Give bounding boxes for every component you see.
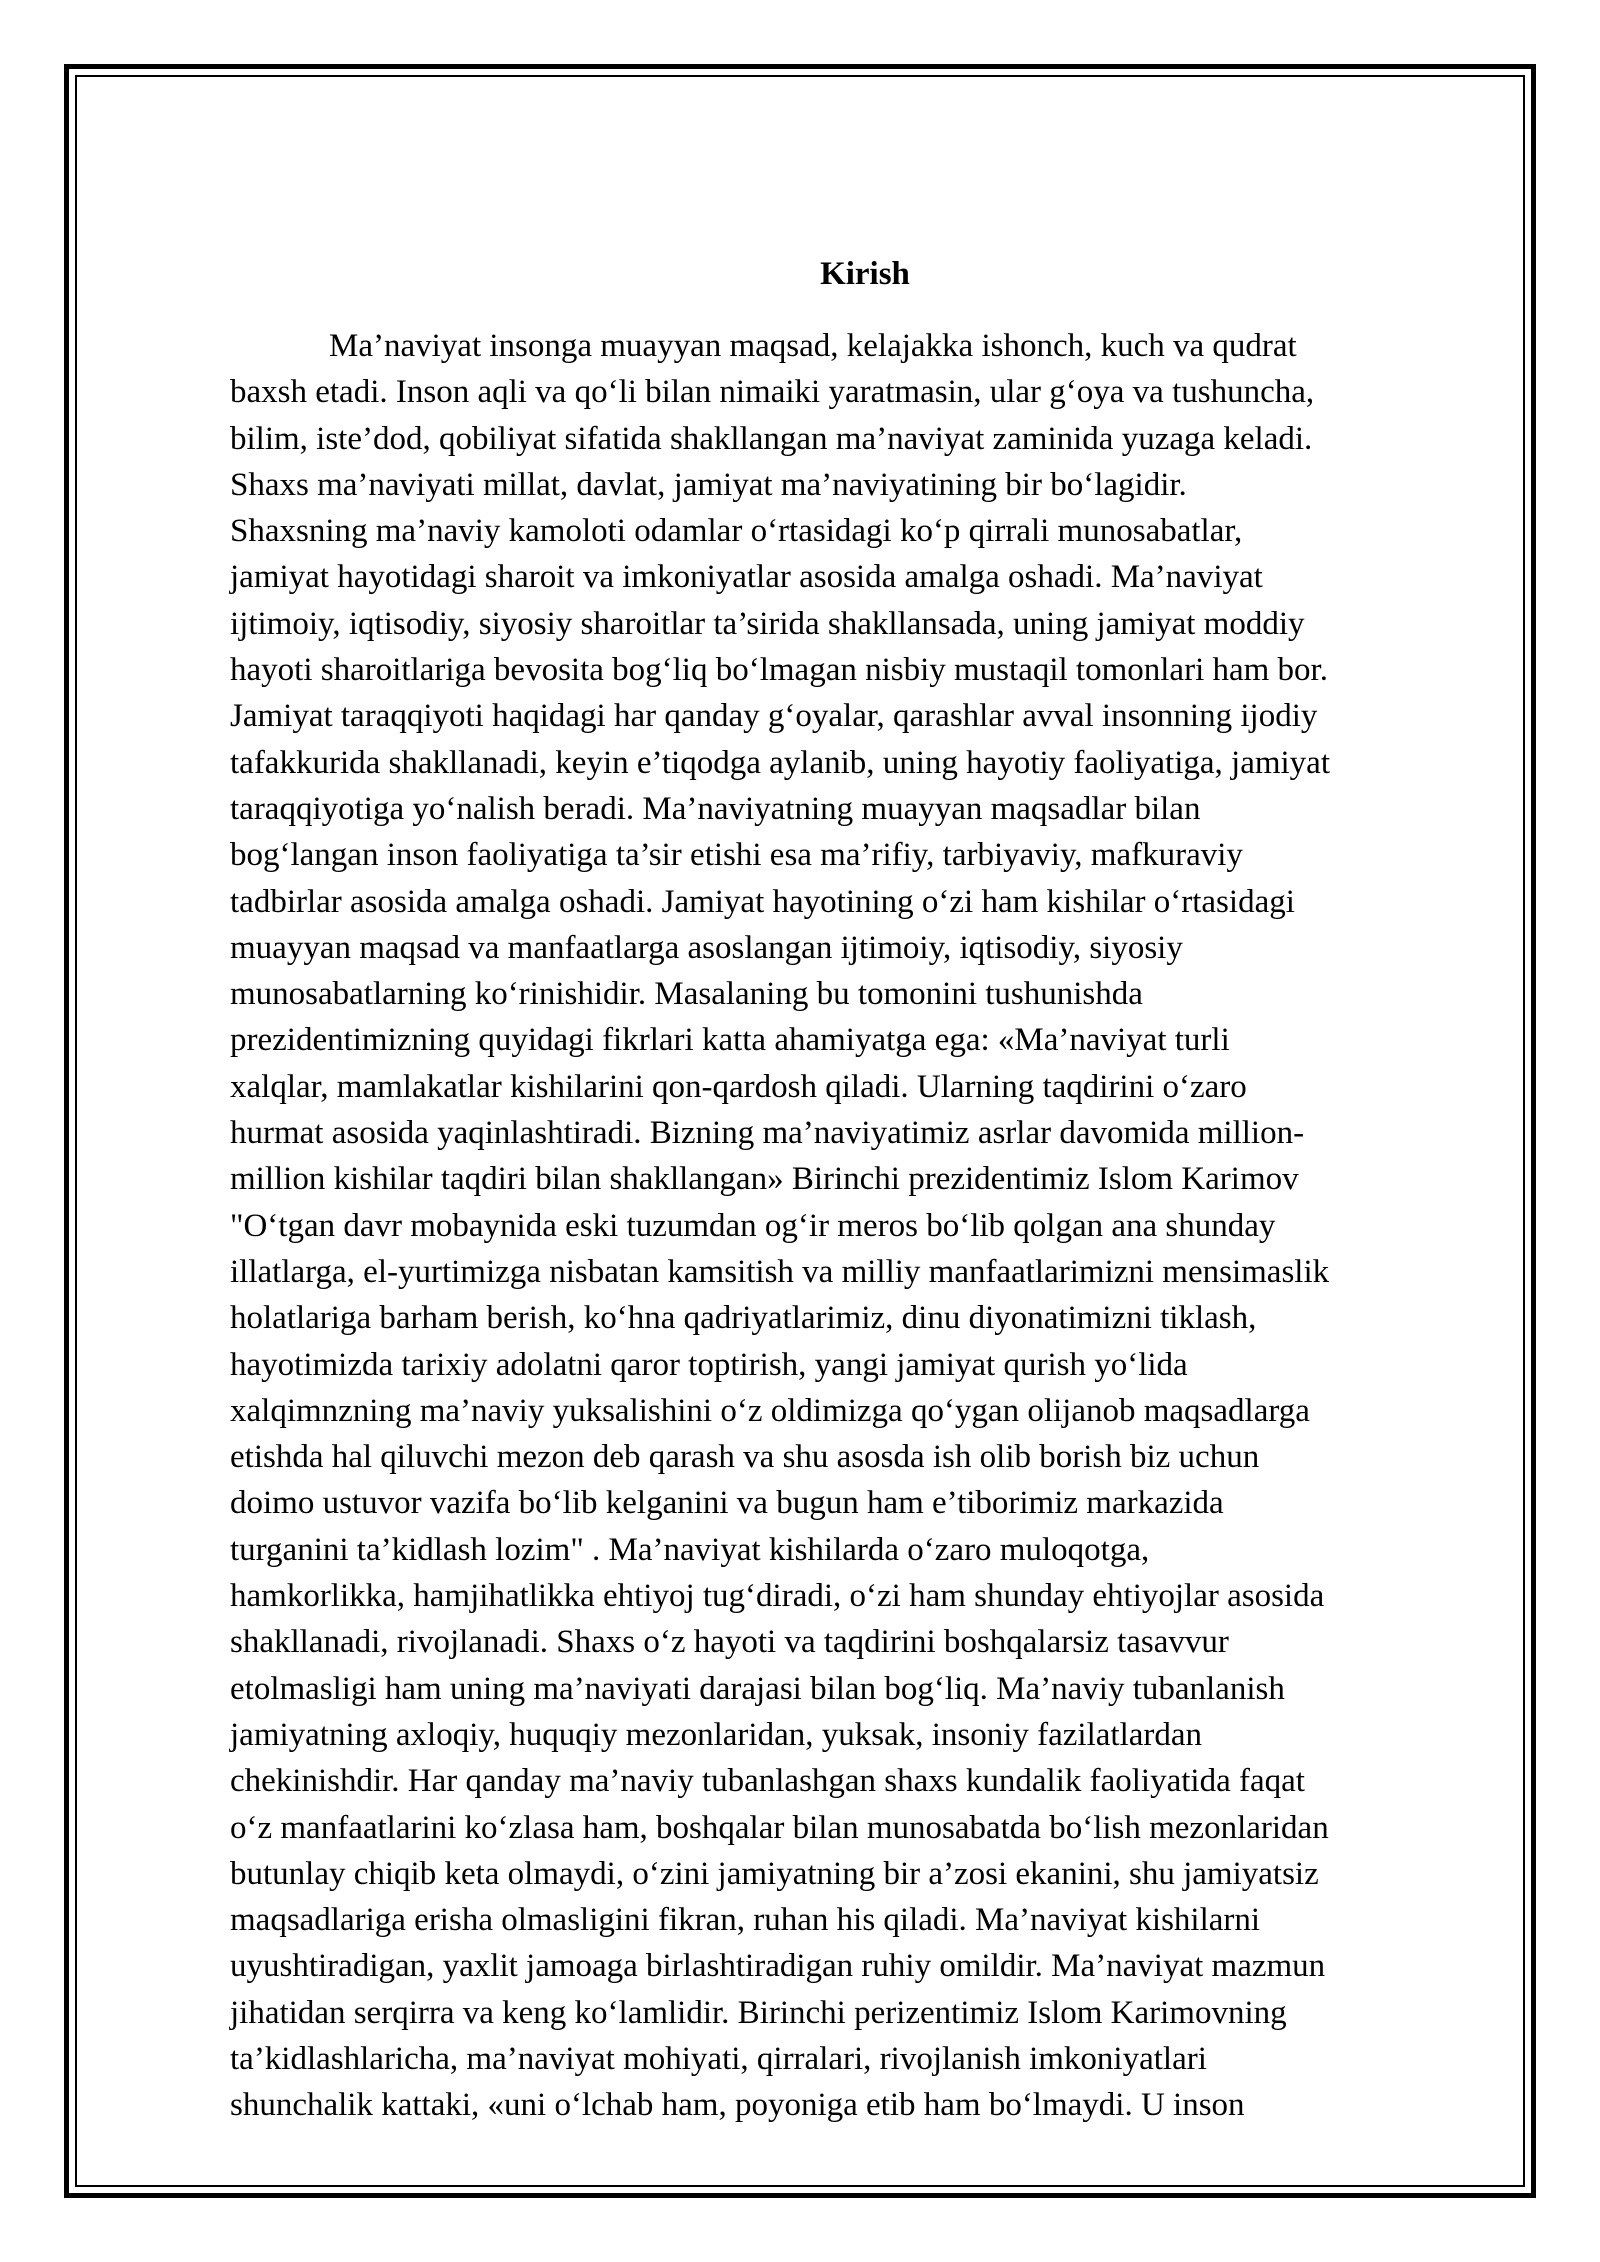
text-line: hurmat asosida yaqinlashtiradi. Bizning ma’naviyatimiz asrlar davomida million- xyxy=(230,1115,1305,1152)
text-line: xalqimnzning ma’naviy yuksalishini oʻz oldimizga qoʻygan olijanob maqsadlarga xyxy=(230,1392,1310,1429)
text-line: hayotimizda tarixiy adolatni qaror toptirish, yangi jamiyat qurish yoʻlida xyxy=(230,1346,1188,1383)
text-line: butunlay chiqib keta olmaydi, oʻzini jamiyatning bir a’zosi ekanini, shu jamiyatsiz xyxy=(230,1855,1319,1892)
text-line: etishda hal qiluvchi mezon deb qarash va shu asosda ish olib borish biz uchun xyxy=(230,1439,1260,1476)
text-line: Jamiyat taraqqiyoti haqidagi har qanday gʻoyalar, qarashlar avval insonning ijodiy xyxy=(230,698,1318,735)
text-line: shunchalik kattaki, «uni oʻlchab ham, poyoniga etib ham boʻlmaydi. U inson xyxy=(230,2087,1245,2124)
page-title: Kirish xyxy=(820,256,910,292)
text-line: million kishilar taqdiri bilan shakllangan» Birinchi prezidentimiz Islom Karimov xyxy=(230,1161,1299,1198)
text-line: taraqqiyotiga yoʻnalish beradi. Ma’naviyatning muayyan maqsadlar bilan xyxy=(230,790,1201,827)
text-line: shakllanadi, rivojlanadi. Shaxs oʻz hayoti va taqdirini boshqalarsiz tasavvur xyxy=(230,1624,1229,1661)
text-line: ijtimoiy, iqtisodiy, siyosiy sharoitlar ta’sirida shakllansada, uning jamiyat moddiy xyxy=(230,605,1305,642)
text-line: illatlarga, el-yurtimizga nisbatan kamsitish va milliy manfaatlarimizni mensimaslik xyxy=(230,1253,1330,1290)
text-line: hayoti sharoitlariga bevosita bogʻliq boʻlmagan nisbiy mustaqil tomonlari ham bor. xyxy=(230,652,1328,689)
text-line: Shaxs ma’naviyati millat, davlat, jamiyat ma’naviyatining bir boʻlagidir. xyxy=(230,466,1187,503)
text-line: ta’kidlashlaricha, ma’naviyat mohiyati, qirralari, rivojlanish imkoniyatlari xyxy=(230,2040,1207,2077)
text-line: Ma’naviyat insonga muayyan maqsad, kelajakka ishonch, kuch va qudrat xyxy=(230,328,1297,364)
text-line: chekinishdir. Har qanday ma’naviy tubanlashgan shaxs kundalik faoliyatida faqat xyxy=(230,1763,1305,1800)
text-line: oʻz manfaatlarini koʻzlasa ham, boshqalar bilan munosabatda boʻlish mezonlaridan xyxy=(230,1809,1329,1846)
text-line: holatlariga barham berish, koʻhna qadriyatlarimiz, dinu diyonatimizni tiklash, xyxy=(230,1300,1257,1337)
body-paragraph xyxy=(230,323,1490,2129)
text-line: baxsh etadi. Inson aqli va qoʻli bilan nimaiki yaratmasin, ular gʻoya va tushuncha, xyxy=(230,374,1315,411)
text-line: bilim, iste’dod, qobiliyat sifatida shakllangan ma’naviyat zaminida yuzaga keladi. xyxy=(230,420,1313,457)
text-line: jihatidan serqirra va keng koʻlamlidir. Birinchi perizentimiz Islom Karimovning xyxy=(230,1994,1287,2031)
text-line: "Oʻtgan davr mobaynida eski tuzumdan ogʻir meros boʻlib qolgan ana shunday xyxy=(230,1207,1276,1244)
text-line: tafakkurida shakllanadi, keyin e’tiqodga aylanib, uning hayotiy faoliyatiga, jamiyat xyxy=(230,744,1330,781)
text-line: jamiyat hayotidagi sharoit va imkoniyatlar asosida amalga oshadi. Ma’naviyat xyxy=(230,559,1263,596)
text-line: munosabatlarning koʻrinishidir. Masalaning bu tomonini tushunishda xyxy=(230,976,1143,1013)
text-line: tadbirlar asosida amalga oshadi. Jamiyat hayotining oʻzi ham kishilar oʻrtasidagi xyxy=(230,883,1295,920)
text-line: turganini ta’kidlash lozim" . Ma’naviyat kishilarda oʻzaro muloqotga, xyxy=(230,1531,1150,1568)
text-line: etolmasligi ham uning ma’naviyati darajasi bilan bogʻliq. Ma’naviy tubanlanish xyxy=(230,1670,1285,1707)
text-line: muayyan maqsad va manfaatlarga asoslangan ijtimoiy, iqtisodiy, siyosiy xyxy=(230,929,1183,966)
text-line: hamkorlikka, hamjihatlikka ehtiyoj tugʻdiradi, oʻzi ham shunday ehtiyojlar asosida xyxy=(230,1578,1325,1615)
text-line: jamiyatning axloqiy, huquqiy mezonlaridan, yuksak, insoniy fazilatlardan xyxy=(230,1716,1203,1753)
text-line: Shaxsning ma’naviy kamoloti odamlar oʻrtasidagi koʻp qirrali munosabatlar, xyxy=(230,513,1243,550)
text-line: uyushtiradigan, yaxlit jamoaga birlashtiradigan ruhiy omildir. Ma’naviyat mazmun xyxy=(230,1948,1326,1985)
text-line: maqsadlariga erisha olmasligini fikran, ruhan his qiladi. Ma’naviyat kishilarni xyxy=(230,1902,1261,1939)
text-line: xalqlar, mamlakatlar kishilarini qon-qardosh qiladi. Ularning taqdirini oʻzaro xyxy=(230,1068,1247,1105)
text-line: bogʻlangan inson faoliyatiga ta’sir etishi esa ma’rifiy, tarbiyaviy, mafkuraviy xyxy=(230,837,1243,874)
text-line: doimo ustuvor vazifa boʻlib kelganini va bugun ham e’tiborimiz markazida xyxy=(230,1485,1224,1522)
text-line: prezidentimizning quyidagi fikrlari katta ahamiyatga ega: «Ma’naviyat turli xyxy=(230,1022,1230,1059)
